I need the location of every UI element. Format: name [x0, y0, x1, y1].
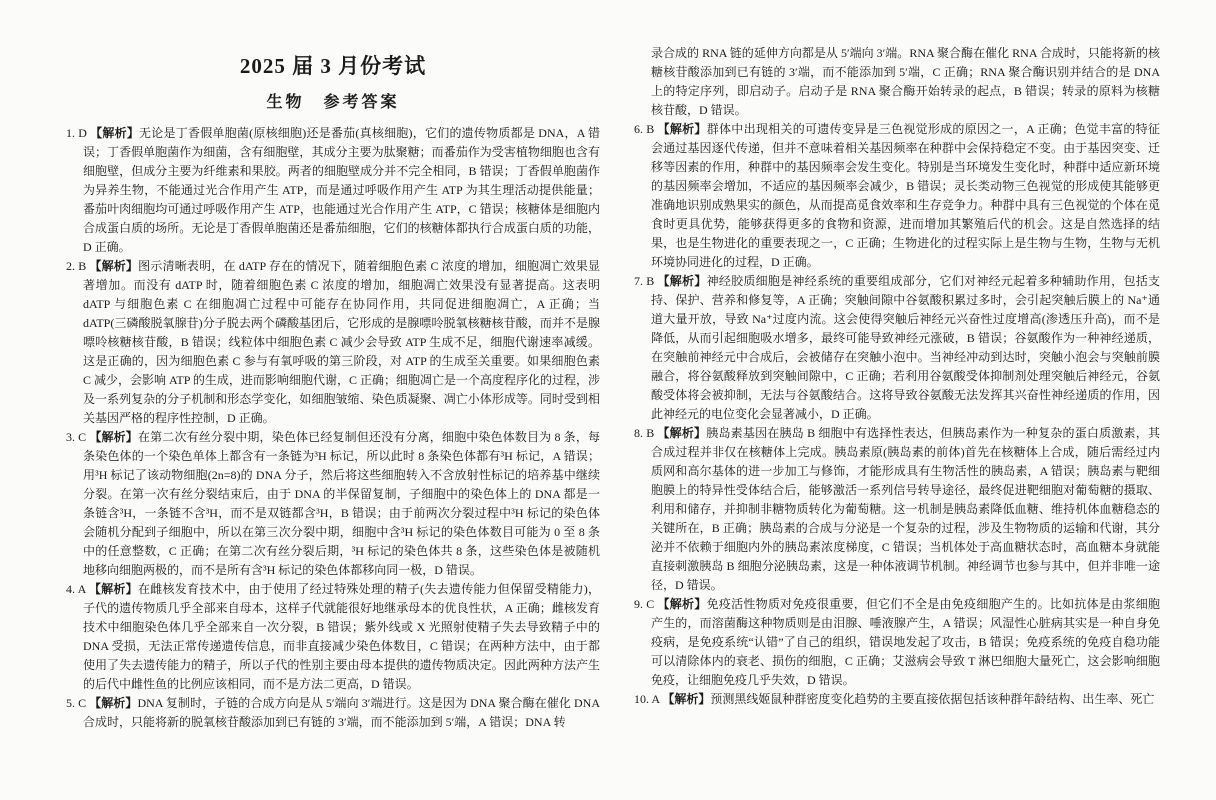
analysis-text: 在雌核发育技术中，由于使用了经过特殊处理的精子(失去遗传能力但保留受精能力)，子代的遗传物质几乎全部来自母本，这样子代就能很好地继承母本的优良性状，A 正确；雌核发育技术中细胞染色体几乎全部来自一次分裂，B 错误；紫外线或 X 光照射使精子失去导致精子中的 DNA 受损，无法正常传递遗传信息，而非直接减少染色体数目，C 错误；在两种方法中，由于都使用了失去遗传能力的精子，所以子代的性别主要由母本提供的遗传物质决定。因此两种方法产生的后代中雌性鱼的比例应该相同，而不是方法二更高，D 错误。 [83, 582, 600, 691]
analysis-label: 【解析】 [90, 126, 140, 140]
answer-item-8 [634, 424, 1160, 595]
analysis-label: 【解析】 [657, 274, 707, 288]
answer-number: 8. B [634, 426, 658, 440]
analysis-label: 【解析】 [89, 430, 138, 444]
answer-item-5-continuation: 录合成的 RNA 链的延伸方向都是从 5′端向 3′端。RNA 聚合酶在催化 RNA 合成时，只能将新的核糖核苷酸添加到已有链的 3′端，而不能添加到 5′端，C 正确；RNA 聚合酶识别并结合的是 DNA 上的特定序列，即启动子。启动子是 RNA 聚合酶开始转录的起点，B 错误；转录的原料为核糖核苷酸，D 错误。 [651, 46, 1160, 117]
analysis-label: 【解析】 [657, 597, 707, 611]
answer-number: 5. C [66, 696, 90, 710]
analysis-label: 【解析】 [88, 582, 138, 596]
answer-number: 9. C [634, 597, 658, 611]
analysis-label: 【解析】 [89, 696, 138, 710]
answer-item-6 [634, 120, 1160, 272]
analysis-text: DNA 复制时，子链的合成方向是从 5′端向 3′端进行。这是因为 DNA 聚合酶在催化 DNA 合成时，只能将新的脱氧核苷酸添加到已有链的 3′端，而不能添加到 5′端，A 错误；DNA 转 [83, 696, 600, 729]
analysis-text: 群体中出现相关的可遗传变异是三色视觉形成的原因之一，A 正确；色觉丰富的特征会通过基因逐代传递，但并不意味着相关基因频率在种群中会保持稳定不变。由于基因突变、迁移等因素的作用，种群中的基因频率会发生变化。特别是当环境发生变化时，种群中适应新环境的基因频率会增加，不适应的基因频率会减少，B 错误；灵长类动物三色视觉的形成使其能够更准确地识别成熟果实的颜色，从而提高觅食效率和生存竞争力。种群中具有三色视觉的个体在觅食时更具优势，能够获得更多的食物和资源，进而增加其繁殖后代的机会。这是自然选择的结果，也是生物进化的重要表现之一，C 正确；生物进化的过程实际上是生物与生物，生物与无机环境协同进化的过程，D 正确。 [651, 122, 1160, 269]
analysis-text: 免疫活性物质对免疫很重要，但它们不全是由免疫细胞产生的。比如抗体是由浆细胞产生的，而溶菌酶这种物质则是由泪腺、唾液腺产生，A 错误；风湿性心脏病其实是一种自身免疫病，是免疫系统“认错”了自己的组织，错误地发起了攻击，B 错误；免疫系统的免疫自稳功能可以清除体内的衰老、损伤的细胞，C 正确；艾滋病会导致 T 淋巴细胞大量死亡，这会影响细胞免疫，让细胞免疫几乎失效，D 错误。 [651, 597, 1160, 687]
analysis-label: 【解析】 [657, 122, 707, 136]
answer-item-3 [66, 428, 600, 580]
analysis-text: 预测黑线姬鼠种群密度变化趋势的主要直接依据包括该种群年龄结构、出生率、死亡 [710, 692, 1155, 706]
answer-number: 3. C [66, 430, 90, 444]
analysis-label: 【解析】 [662, 692, 711, 706]
answer-number: 2. B [66, 259, 90, 273]
answer-number: 10. A [634, 692, 663, 706]
answer-item-2 [66, 257, 600, 428]
answer-number: 4. A [66, 582, 89, 596]
analysis-text: 无论是丁香假单胞菌(原核细胞)还是番茄(真核细胞)，它们的遗传物质都是 DNA，A 错误；丁香假单胞菌作为细菌，含有细胞壁，其成分主要为肽聚糖；而番茄作为受害植物细胞也含有细胞壁，但成分主要为纤维素和果胶。两者的细胞壁成分并不完全相同，B 错误；丁香假单胞菌作为异养生物，不能通过光合作用产生 ATP，而是通过呼吸作用产生 ATP 为其生理活动提供能量；番茄叶肉细胞均可通过呼吸作用产生 ATP，也能通过光合作用产生 ATP，C 错误；核糖体是细胞内合成蛋白质的场所。无论是丁香假单胞菌还是番茄细胞，它们的核糖体都执行合成蛋白质的功能，D 正确。 [83, 126, 600, 254]
page-title: 2025 届 3 月份考试 [239, 54, 427, 78]
answer-item-1 [66, 124, 600, 257]
left-column [66, 124, 600, 790]
answer-number: 7. B [634, 274, 658, 288]
analysis-text: 图示清晰表明，在 dATP 存在的情况下，随着细胞色素 C 浓度的增加，细胞凋亡效果显著增加。而没有 dATP 时，随着细胞色素 C 浓度的增加，细胞凋亡效果没有显著提高。这表明 dATP 与细胞色素 C 在细胞凋亡过程中可能存在协同作用，共同促进细胞凋亡，A 正确；当 dATP(三磷酸脱氧腺苷)分子脱去两个磷酸基团后，它形成的是腺嘌呤脱氧核糖核苷酸，而并不是腺嘌呤核糖核苷酸，B 错误；线粒体中细胞色素 C 减少会导致 ATP 生成不足，细胞代谢速率减缓。这是正确的，因为细胞色素 C 参与有氧呼吸的第三阶段，对 ATP 的生成至关重要。如果细胞色素 C 减少，会影响 ATP 的生成，进而影响细胞代谢，C 正确；细胞凋亡是一个高度程序化的过程，涉及一系列复杂的分子机制和形态学变化，如细胞皱缩、染色质凝聚、凋亡小体形成等。同时受到相关基因严格的程序性控制，D 正确。 [83, 259, 600, 425]
answer-item-7 [634, 272, 1160, 424]
answer-item-9 [634, 595, 1160, 690]
answer-item-4 [66, 580, 600, 694]
analysis-text: 胰岛素基因在胰岛 B 细胞中有选择性表达，但胰岛素作为一种复杂的蛋白质激素，其合成过程并非仅在核糖体上完成。胰岛素原(胰岛素的前体)首先在核糖体上合成，随后需经过内质网和高尔基体的进一步加工与修饰，才能形成具有生物活性的胰岛素，A 错误；胰岛素与靶细胞膜上的特异性受体结合后，能够激活一系列信号转导途径，最终促进靶细胞对葡萄糖的摄取、利用和储存，并抑制非糖物质转化为葡萄糖。这一机制是胰岛素降低血糖、维持机体血糖稳态的关键所在，B 正确；胰岛素的合成与分泌是一个复杂的过程，涉及生物物质的运输和代谢，其分泌并不依赖于细胞内外的胰岛素浓度梯度，C 错误；当机体处于高血糖状态时，高血糖本身就能直接刺激胰岛 B 细胞分泌胰岛素，这是一种体液调节机制。神经调节也参与其中，但并非唯一途径，D 错误。 [651, 426, 1160, 592]
analysis-text: 在第二次有丝分裂中期，染色体已经复制但还没有分离，细胞中染色体数目为 8 条，每条染色体的一个染色单体上都含有一条链为³H 标记，所以此时 8 条染色体都有³H 标记，A 错误；用³H 标记了该动物细胞(2n=8)的 DNA 分子，然后将这些细胞转入不含放射性标记的培养基中继续分裂。在第一次有丝分裂结束后，由于 DNA 的半保留复制，子细胞中的染色体上的 DNA 都是一条链含³H，一条链不含³H，而不是双链都含³H，B 错误；由于前两次分裂过程中³H 标记的染色体会随机分配到子细胞中，所以在第三次分裂中期，细胞中含³H 标记的染色体数目可能为 0 至 8 条中的任意整数，C 正确；在第二次有丝分裂后期，³H 标记的染色体共 8 条，这些染色体是被随机地移向细胞两极的，而不是所有含³H 标记的染色体都移向同一极，D 错误。 [83, 430, 600, 577]
answer-number: 1. D [66, 126, 91, 140]
analysis-label: 【解析】 [89, 259, 139, 273]
analysis-text: 神经胶质细胞是神经系统的重要组成部分，它们对神经元起着多种辅助作用，包括支持、保护、营养和修复等，A 正确；突触间隙中谷氨酸积累过多时，会引起突触后膜上的 Na⁺通道大量开放，导致 Na⁺过度内流。这会使得突触后神经元兴奋性过度增高(渗透压升高)，而不是降低，从而引起细胞吸水增多，最终可能导致神经元涨破，B 错误；谷氨酸作为一种神经递质，在突触前神经元中合成后，会被储存在突触小泡中。当神经冲动到达时，突触小泡会与突触前膜融合，将谷氨酸释放到突触间隙中，C 正确；若利用谷氨酸受体抑制剂处理突触后神经元，谷氨酸受体将会被抑制，无法与谷氨酸结合。这将导致谷氨酸无法发挥其兴奋性神经递质的作用，因此神经元的电位变化会显著减小，D 正确。 [651, 274, 1160, 421]
analysis-label: 【解析】 [657, 426, 707, 440]
answer-item-5 [66, 694, 600, 732]
answer-number: 6. B [634, 122, 658, 136]
answer-item-10 [634, 690, 1160, 709]
page-subtitle: 生物 参考答案 [266, 94, 400, 111]
document-header [66, 50, 600, 112]
right-column [634, 44, 1160, 792]
